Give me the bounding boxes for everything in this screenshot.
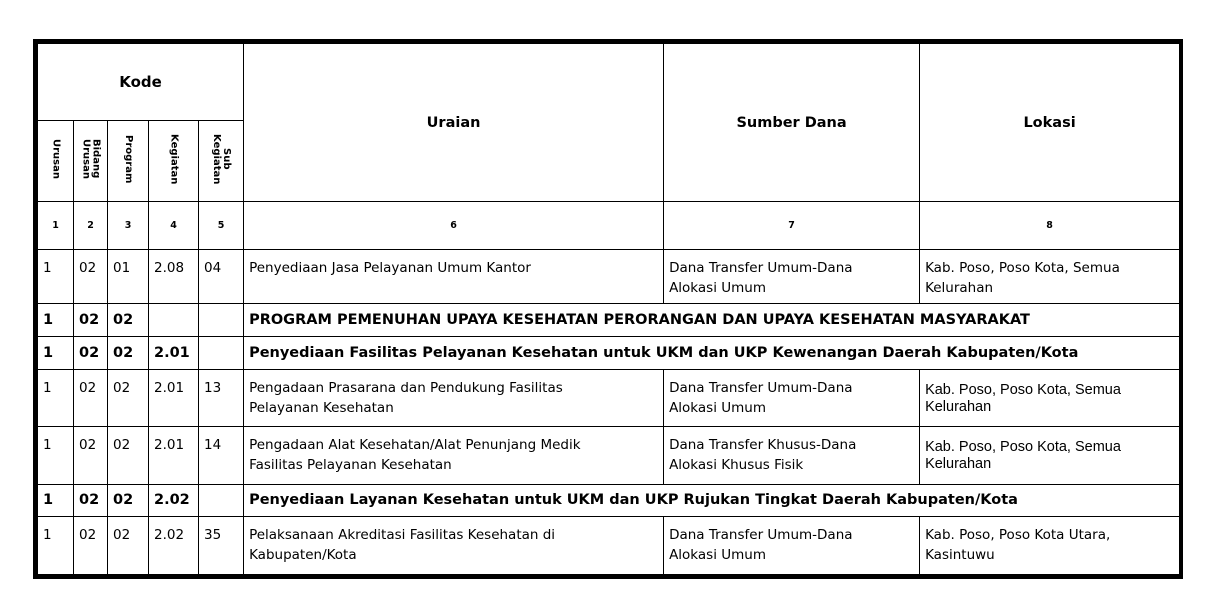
cell-program: 01	[108, 250, 149, 303]
cell-bidang: 02	[74, 517, 108, 575]
cell-bidang: 02	[74, 369, 108, 427]
cell-program: 02	[108, 484, 149, 517]
header-bidang-urusan: Bidang Urusan	[74, 121, 108, 202]
table-row-kegiatan	[38, 336, 1180, 369]
header-kode: Kode	[38, 44, 244, 121]
table-row	[38, 427, 1180, 485]
cell-kegiatan: 2.02	[149, 484, 199, 517]
header-sub-kegiatan: Sub Kegiatan	[199, 121, 244, 202]
table-row-program	[38, 303, 1180, 336]
cell-lokasi: Kab. Poso, Poso Kota, Semua Kelurahan	[920, 427, 1180, 485]
column-number: 2	[74, 202, 108, 250]
cell-bidang: 02	[74, 303, 108, 336]
table-row	[38, 369, 1180, 427]
cell-sub-kegiatan	[199, 336, 244, 369]
cell-uraian-program: PROGRAM PEMENUHAN UPAYA KESEHATAN PERORANGAN DAN UPAYA KESEHATAN MASYARAKAT	[244, 303, 1180, 336]
cell-urusan: 1	[38, 517, 74, 575]
cell-bidang: 02	[74, 484, 108, 517]
column-number: 4	[149, 202, 199, 250]
column-number: 1	[38, 202, 74, 250]
cell-kegiatan: 2.01	[149, 369, 199, 427]
cell-program: 02	[108, 303, 149, 336]
cell-bidang: 02	[74, 250, 108, 303]
cell-program: 02	[108, 336, 149, 369]
cell-program: 02	[108, 517, 149, 575]
cell-program: 02	[108, 369, 149, 427]
header-urusan: Urusan	[38, 121, 74, 202]
column-number: 3	[108, 202, 149, 250]
cell-sub-kegiatan	[199, 484, 244, 517]
cell-kegiatan: 2.01	[149, 336, 199, 369]
column-number: 7	[664, 202, 920, 250]
rka-table-frame	[33, 39, 1183, 579]
table-row-kegiatan	[38, 484, 1180, 517]
cell-sumber-dana: Dana Transfer Umum-Dana Alokasi Umum	[664, 369, 920, 427]
cell-uraian-kegiatan: Penyediaan Fasilitas Pelayanan Kesehatan untuk UKM dan UKP Kewenangan Daerah Kabupaten/Kota	[244, 336, 1180, 369]
cell-lokasi: Kab. Poso, Poso Kota Utara, Kasintuwu	[920, 517, 1180, 575]
column-number: 6	[244, 202, 664, 250]
cell-urusan: 1	[38, 484, 74, 517]
table-row	[38, 250, 1180, 303]
header-uraian: Uraian	[244, 44, 664, 202]
cell-lokasi: Kab. Poso, Poso Kota, Semua Kelurahan	[920, 369, 1180, 427]
header-lokasi: Lokasi	[920, 44, 1180, 202]
cell-sub-kegiatan: 13	[199, 369, 244, 427]
cell-kegiatan: 2.08	[149, 250, 199, 303]
cell-sumber-dana: Dana Transfer Umum-Dana Alokasi Umum	[664, 250, 920, 303]
header-program: Program	[108, 121, 149, 202]
cell-kegiatan	[149, 303, 199, 336]
program-kegiatan-table	[37, 43, 1180, 575]
cell-sumber-dana: Dana Transfer Umum-Dana Alokasi Umum	[664, 517, 920, 575]
cell-sub-kegiatan: 14	[199, 427, 244, 485]
cell-program: 02	[108, 427, 149, 485]
column-number-row	[38, 202, 1180, 250]
cell-uraian: Pengadaan Alat Kesehatan/Alat Penunjang Medik Fasilitas Pelayanan Kesehatan	[244, 427, 664, 485]
cell-urusan: 1	[38, 250, 74, 303]
cell-uraian: Penyediaan Jasa Pelayanan Umum Kantor	[244, 250, 664, 303]
cell-uraian: Pengadaan Prasarana dan Pendukung Fasilitas Pelayanan Kesehatan	[244, 369, 664, 427]
cell-sub-kegiatan: 04	[199, 250, 244, 303]
column-number: 8	[920, 202, 1180, 250]
cell-lokasi: Kab. Poso, Poso Kota, Semua Kelurahan	[920, 250, 1180, 303]
cell-urusan: 1	[38, 427, 74, 485]
table-row	[38, 517, 1180, 575]
column-number: 5	[199, 202, 244, 250]
header-sumber-dana: Sumber Dana	[664, 44, 920, 202]
cell-sub-kegiatan: 35	[199, 517, 244, 575]
cell-bidang: 02	[74, 427, 108, 485]
cell-urusan: 1	[38, 303, 74, 336]
cell-sumber-dana: Dana Transfer Khusus-Dana Alokasi Khusus Fisik	[664, 427, 920, 485]
cell-uraian: Pelaksanaan Akreditasi Fasilitas Kesehatan di Kabupaten/Kota	[244, 517, 664, 575]
cell-uraian-kegiatan: Penyediaan Layanan Kesehatan untuk UKM dan UKP Rujukan Tingkat Daerah Kabupaten/Kota	[244, 484, 1180, 517]
cell-kegiatan: 2.02	[149, 517, 199, 575]
cell-urusan: 1	[38, 336, 74, 369]
header-row-top	[38, 44, 1180, 121]
cell-urusan: 1	[38, 369, 74, 427]
cell-sub-kegiatan	[199, 303, 244, 336]
header-kegiatan: Kegiatan	[149, 121, 199, 202]
cell-kegiatan: 2.01	[149, 427, 199, 485]
cell-bidang: 02	[74, 336, 108, 369]
